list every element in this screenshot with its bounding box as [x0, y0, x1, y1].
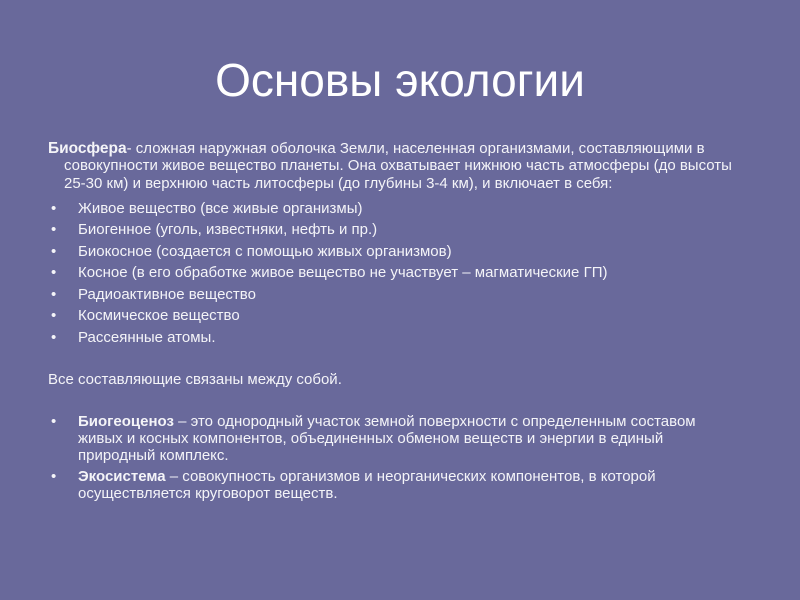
summary-text: Все составляющие связаны между собой. [48, 370, 342, 388]
biosphere-definition: - сложная наружная оболочка Земли, населенная организмами, составляющими в совокупности живое вещество планеты. Она охватывает нижнюю часть атмосферы (до высоты 25-30 км) и верхнюю часть литосферы (до глубины 3-4 км), и включает в себя: [64, 140, 732, 192]
definition-text: – совокупность организмов и неорганических компонентов, в которой осуществляется круговорот веществ. [78, 468, 656, 503]
list-item: • Живое вещество (все живые организмы) [48, 200, 732, 218]
list-item: • Косное (в его обработке живое вещество не участвует – магматические ГП) [48, 264, 732, 282]
list-item: • Космическое вещество [48, 307, 732, 325]
definition-text: – это однородный участок земной поверхности с определенным составом живых и косных компонентов, объединенных обменом веществ и энергии в единый природный комплекс. [78, 413, 696, 465]
list-item: • Радиоактивное вещество [48, 286, 732, 304]
biosphere-paragraph [48, 140, 732, 192]
list-item: • Рассеянные атомы. [48, 329, 732, 347]
definition-item-biogeocenosis [48, 413, 702, 464]
list-item: • Биогенное (уголь, известняки, нефть и пр.) [48, 221, 732, 239]
slide-body [48, 140, 732, 506]
slide-title: Основы экологии [215, 54, 585, 106]
list-item: • Биокосное (создается с помощью живых организмов) [48, 243, 732, 261]
biosphere-components-list [48, 200, 732, 347]
definition-term: Экосистема [78, 468, 166, 486]
biosphere-term: Биосфера [48, 140, 127, 157]
definition-item-ecosystem [48, 468, 702, 502]
definitions-list [48, 413, 702, 502]
definition-term: Биогеоценоз [78, 413, 174, 431]
